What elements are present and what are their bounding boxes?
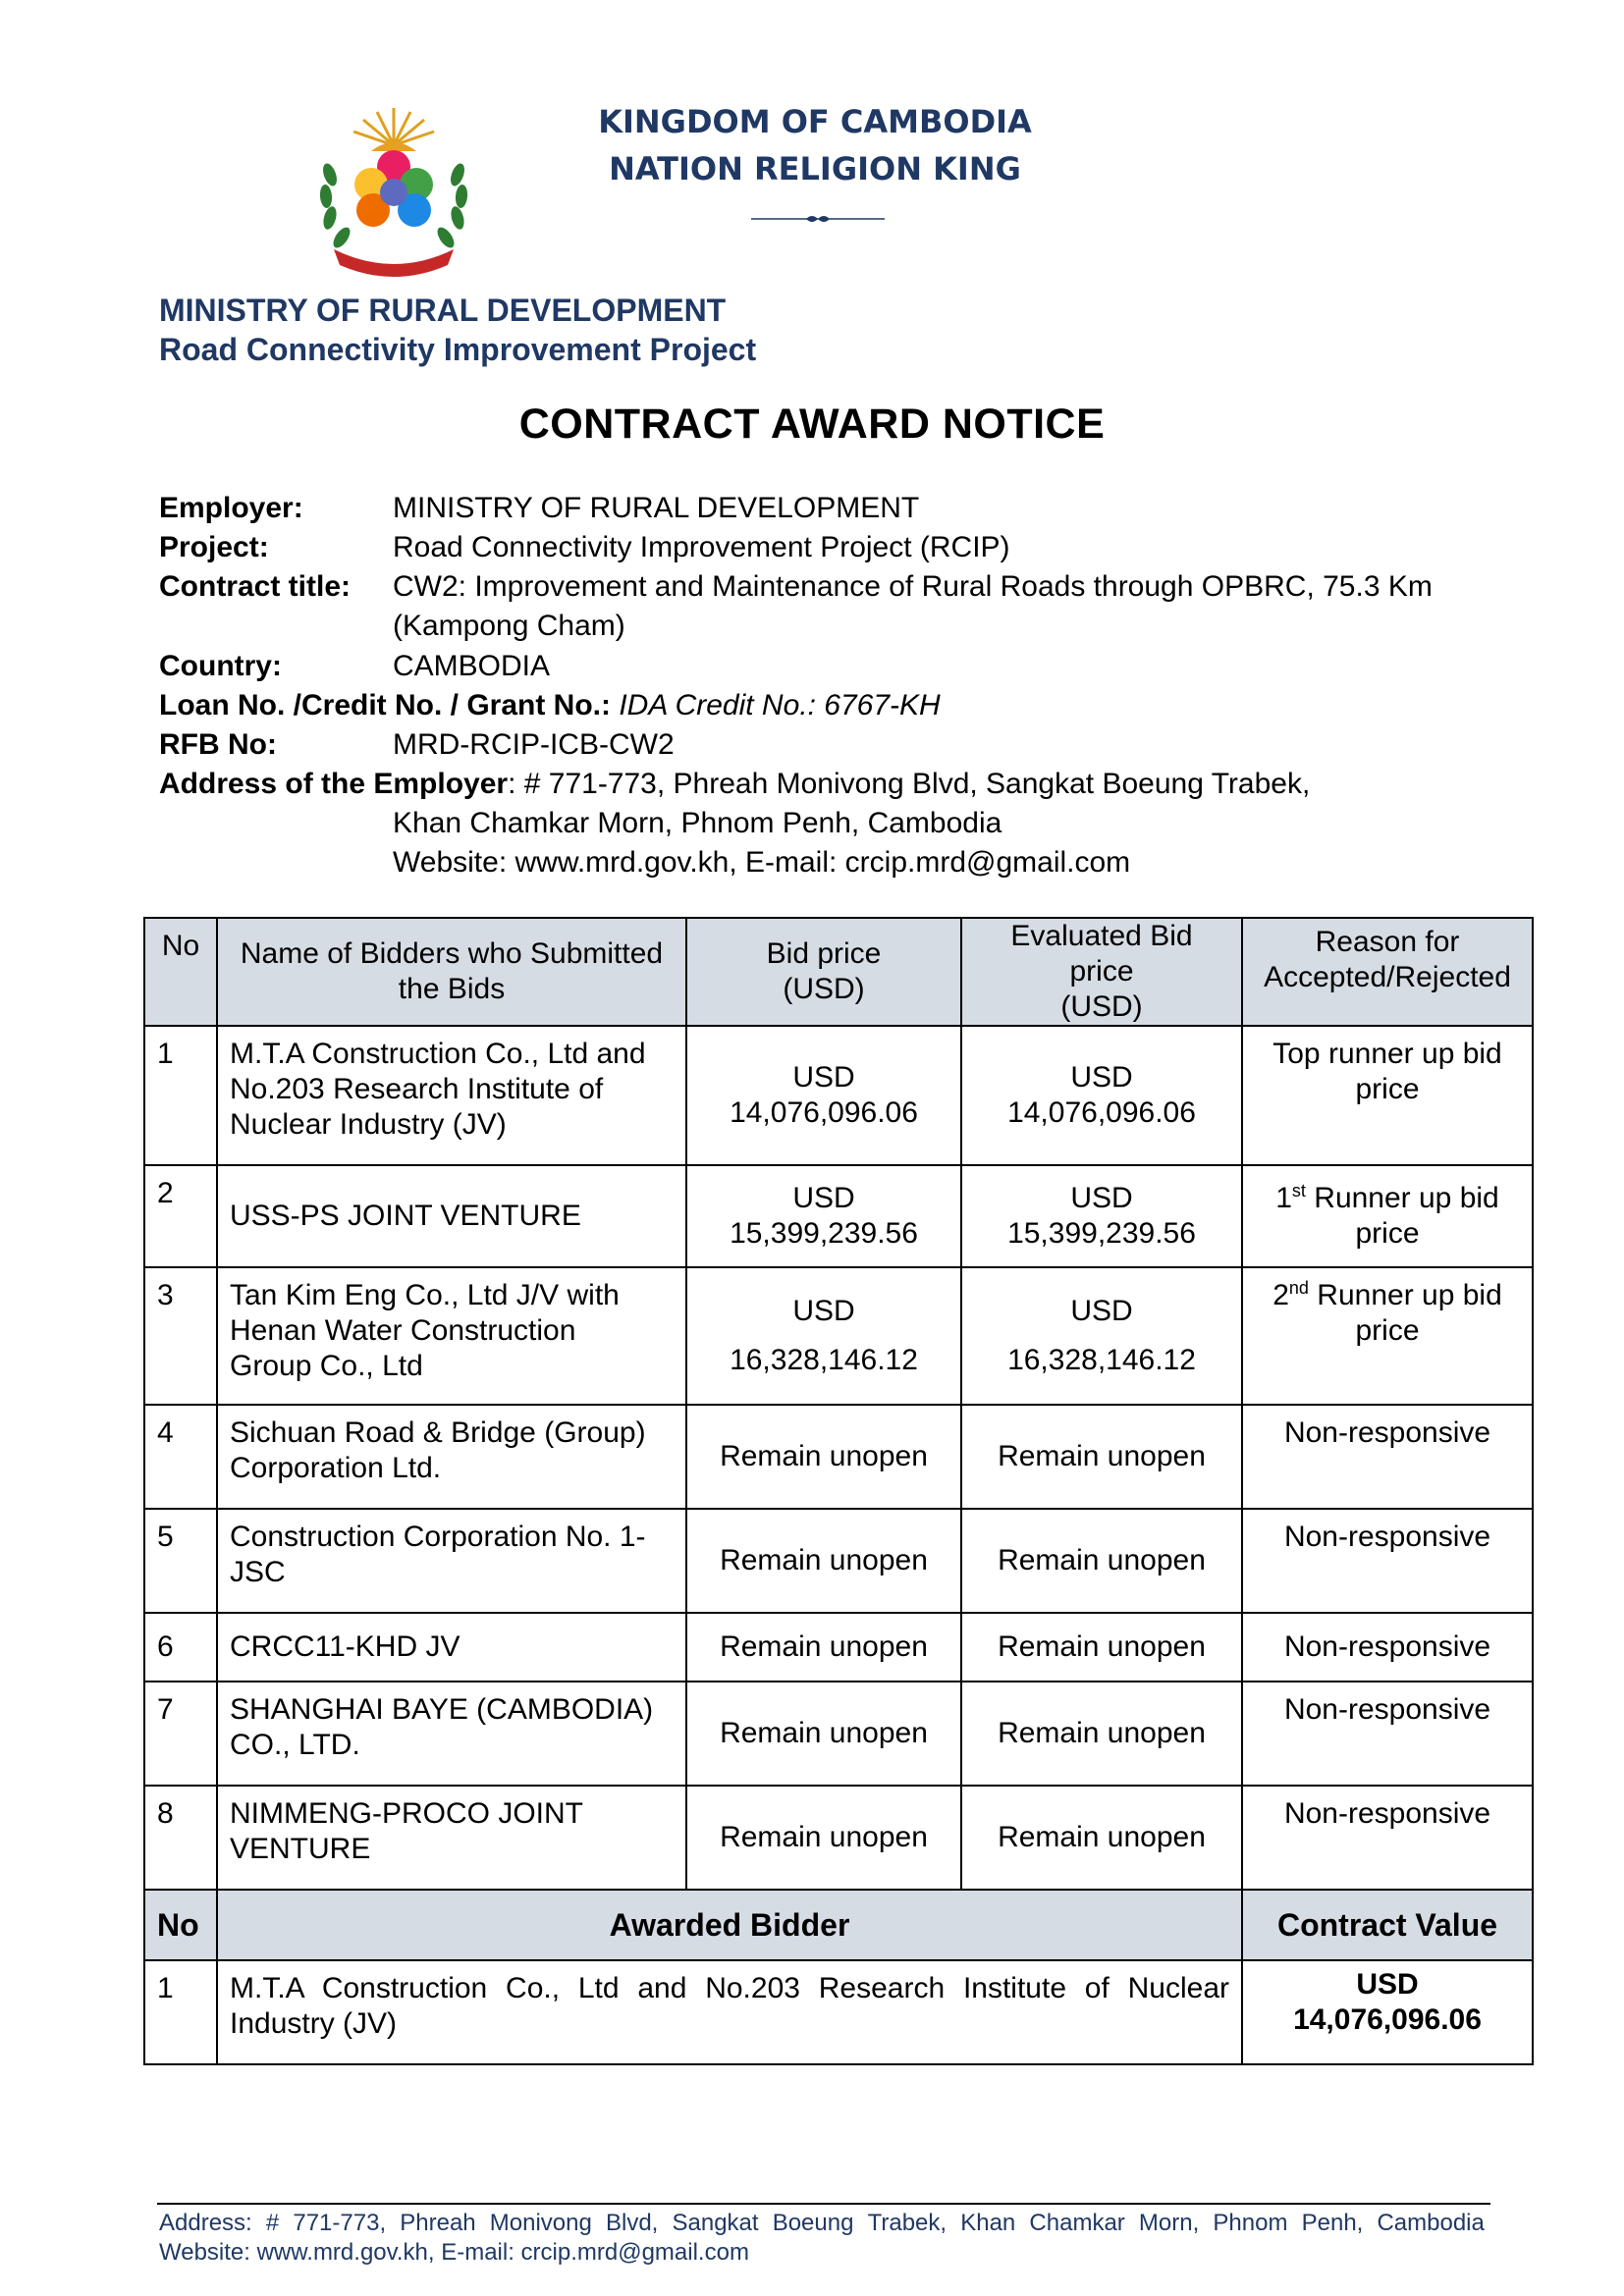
bidder-name [217, 1026, 686, 1165]
amount: 15,399,239.56 [730, 1217, 918, 1250]
bidder-name-line: SHANGHAI BAYE (CAMBODIA) [230, 1693, 654, 1726]
loan-value: IDA Credit No.: 6767-KH [619, 689, 941, 721]
contract-label: Contract title: [159, 570, 351, 603]
project-value: Road Connectivity Improvement Project (RCIP) [393, 531, 1010, 563]
reason-text: Runner up bid [1308, 1279, 1502, 1311]
award-header-row [144, 1890, 1533, 1960]
address-word: Khan [960, 2210, 1016, 2236]
project-name: Road Connectivity Improvement Project [159, 332, 757, 367]
amount: 14,076,096.06 [1293, 2003, 1482, 2036]
reason: Non-responsive [1242, 1613, 1533, 1682]
row-no: 5 [144, 1509, 217, 1613]
header-bidder-name [217, 918, 686, 1026]
currency: USD [792, 1061, 855, 1094]
bids-table [143, 917, 1534, 2065]
address-word: Phnom [1213, 2210, 1288, 2236]
evaluated-price [961, 1267, 1242, 1405]
awarded-bidder [217, 1960, 1242, 2064]
bidder-name-line: Sichuan Road & Bridge (Group) [230, 1416, 646, 1449]
bidder-name-line: Group Co., Ltd [230, 1350, 423, 1382]
bidder-name-line: Corporation Ltd. [230, 1452, 442, 1484]
amount: 14,076,096.06 [1007, 1096, 1196, 1129]
address-word: Trabek, [867, 2210, 947, 2236]
header-text: price [1069, 955, 1134, 988]
bidder-name-line: Henan Water Construction [230, 1314, 576, 1347]
footer [159, 2209, 1485, 2268]
table-row [144, 1026, 1533, 1165]
employer-value: MINISTRY OF RURAL DEVELOPMENT [393, 492, 920, 524]
bidder-name [217, 1267, 686, 1405]
country-row [159, 647, 282, 686]
table-row [144, 1786, 1533, 1890]
address-word: # [265, 2210, 280, 2236]
award-no: 1 [144, 1960, 217, 2064]
amount: 16,328,146.12 [1007, 1344, 1196, 1376]
evaluated-price: Remain unopen [961, 1613, 1242, 1682]
reason-line: price [1355, 1314, 1420, 1347]
kingdom-heading [550, 98, 1080, 192]
bidder-name [217, 1405, 686, 1509]
bid-price: Remain unopen [686, 1786, 961, 1890]
table-header-row [144, 918, 1533, 1026]
header-text: Evaluated Bid [1010, 920, 1193, 952]
bid-price [686, 1026, 961, 1165]
evaluated-price [961, 1165, 1242, 1267]
bid-price: Remain unopen [686, 1613, 961, 1682]
bidder-name [217, 1509, 686, 1613]
address-word: Phreah [400, 2210, 476, 2236]
ministry-block [159, 291, 756, 369]
amount: 15,399,239.56 [1007, 1217, 1196, 1250]
evaluated-price [961, 1026, 1242, 1165]
rank-number: 1 [1275, 1182, 1292, 1214]
header-no: No [144, 918, 217, 1026]
project-label: Project: [159, 531, 269, 563]
website-email-line: Website: www.mrd.gov.kh, E-mail: crcip.mrd@gmail.com [393, 846, 1131, 879]
reason: Non-responsive [1242, 1786, 1533, 1890]
kingdom-line: KINGDOM OF CAMBODIA [598, 103, 1032, 140]
evaluated-price: Remain unopen [961, 1786, 1242, 1890]
evaluated-price: Remain unopen [961, 1405, 1242, 1509]
bidder-name-line: M.T.A Construction Co., Ltd and [230, 1038, 646, 1070]
reason-text: Runner up bid [1305, 1182, 1499, 1214]
evaluated-price: Remain unopen [961, 1509, 1242, 1613]
award-header-no: No [144, 1890, 217, 1960]
header-text: (USD) [783, 973, 865, 1005]
address-word: Sangkat [672, 2210, 759, 2236]
reason: Non-responsive [1242, 1509, 1533, 1613]
table-row [144, 1165, 1533, 1267]
bidder-name [217, 1682, 686, 1786]
table-row [144, 1509, 1533, 1613]
row-no: 8 [144, 1786, 217, 1890]
table-row [144, 1613, 1533, 1682]
awarded-bidder-line: Industry (JV) [230, 2007, 398, 2040]
reason: Non-responsive [1242, 1682, 1533, 1786]
reason-line: price [1355, 1073, 1420, 1105]
bidder-name [217, 1165, 686, 1267]
footer-divider [157, 2203, 1490, 2205]
loan-row [159, 686, 941, 725]
header-bid-price [686, 918, 961, 1026]
rfb-row [159, 725, 277, 765]
currency: USD [792, 1295, 855, 1327]
currency: USD [1070, 1182, 1133, 1214]
address-word: Monivong [489, 2210, 592, 2236]
address-word: Cambodia [1377, 2210, 1485, 2236]
header-evaluated-price [961, 918, 1242, 1026]
reason-line: price [1355, 1217, 1420, 1250]
motto-line: NATION RELIGION KING [609, 150, 1021, 187]
currency: USD [1356, 1968, 1419, 2001]
award-header-value: Contract Value [1242, 1890, 1533, 1960]
bidder-name [217, 1786, 686, 1890]
reason-line [1255, 1278, 1520, 1313]
project-row [159, 528, 269, 567]
header-text: the Bids [398, 973, 506, 1005]
reason [1242, 1267, 1533, 1405]
address-word: Penh, [1301, 2210, 1364, 2236]
address-word: Morn, [1138, 2210, 1200, 2236]
award-header-bidder: Awarded Bidder [217, 1890, 1242, 1960]
reason [1242, 1026, 1533, 1165]
bidder-name-line: CO., LTD. [230, 1729, 360, 1761]
table-row [144, 1405, 1533, 1509]
address-value-line2: Khan Chamkar Morn, Phnom Penh, Cambodia [393, 807, 1002, 839]
contract-value: CW2: Improvement and Maintenance of Rural Roads through OPBRC, 75.3 Km [393, 570, 1433, 603]
row-no: 3 [144, 1267, 217, 1405]
address-word: Blvd, [605, 2210, 659, 2236]
row-no: 7 [144, 1682, 217, 1786]
row-no: 2 [144, 1165, 217, 1267]
bid-price [686, 1267, 961, 1405]
contract-value [1242, 1960, 1533, 2064]
bidder-name-line: JSC [230, 1556, 286, 1588]
loan-label: Loan No. /Credit No. / Grant No.: [159, 689, 611, 721]
row-no: 4 [144, 1405, 217, 1509]
currency: USD [1070, 1061, 1133, 1094]
footer-website: Website: www.mrd.gov.kh, E-mail: crcip.mrd@gmail.com [159, 2239, 749, 2266]
bid-price: Remain unopen [686, 1405, 961, 1509]
rfb-label: RFB No: [159, 728, 277, 761]
divider-ornament [751, 212, 885, 226]
address-word: 771-773, [293, 2210, 387, 2236]
table-row [144, 1682, 1533, 1786]
bidder-name-line: USS-PS JOINT VENTURE [230, 1200, 581, 1232]
ministry-name: MINISTRY OF RURAL DEVELOPMENT [159, 293, 727, 328]
address-word: Address: [159, 2210, 252, 2236]
amount: 14,076,096.06 [730, 1096, 918, 1129]
awarded-bidder-line: M.T.A Construction Co., Ltd and No.203 Research Institute of Nuclear [230, 1972, 1229, 2004]
document-title: CONTRACT AWARD NOTICE [518, 400, 1106, 448]
address-row [159, 765, 1310, 804]
bidder-name-line: NIMMENG-PROCO JOINT [230, 1797, 583, 1830]
address-value: : # 771-773, Phreah Monivong Blvd, Sangkat Boeung Trabek, [508, 768, 1311, 800]
reason: Non-responsive [1242, 1405, 1533, 1509]
bidder-name-line: Tan Kim Eng Co., Ltd J/V with [230, 1279, 620, 1311]
bidder-name: CRCC11-KHD JV [217, 1613, 686, 1682]
evaluated-price: Remain unopen [961, 1682, 1242, 1786]
bidder-name-line: VENTURE [230, 1833, 371, 1865]
rank-number: 2 [1272, 1279, 1289, 1311]
reason [1242, 1165, 1533, 1267]
country-label: Country: [159, 650, 282, 682]
currency: USD [792, 1182, 855, 1214]
contract-value-cont: (Kampong Cham) [393, 610, 625, 642]
reason-line [1255, 1181, 1520, 1216]
rank-suffix: st [1291, 1181, 1306, 1201]
employer-label: Employer: [159, 492, 303, 524]
table-row [144, 1267, 1533, 1405]
header-text: Reason for [1315, 926, 1460, 958]
bid-price: Remain unopen [686, 1509, 961, 1613]
address-label: Address of the Employer [159, 768, 509, 800]
amount: 16,328,146.12 [730, 1344, 918, 1376]
employer-row [159, 489, 303, 528]
bidder-name-line: Nuclear Industry (JV) [230, 1108, 507, 1141]
rank-suffix: nd [1288, 1278, 1309, 1298]
bidder-name-line: Construction Corporation No. 1- [230, 1521, 646, 1553]
address-word: Boeung [772, 2210, 854, 2236]
bid-price: Remain unopen [686, 1682, 961, 1786]
bidder-name-line: No.203 Research Institute of [230, 1073, 604, 1105]
header-text: Name of Bidders who Submitted [240, 937, 664, 970]
header-text: Accepted/Rejected [1264, 961, 1511, 993]
header-text: Bid price [766, 937, 882, 970]
bid-price [686, 1165, 961, 1267]
ministry-emblem-logo [312, 106, 475, 279]
row-no: 1 [144, 1026, 217, 1165]
award-row [144, 1960, 1533, 2064]
contract-row [159, 567, 351, 607]
country-value: CAMBODIA [393, 650, 551, 682]
address-word: Chamkar [1029, 2210, 1125, 2236]
footer-address [159, 2209, 1485, 2238]
row-no: 6 [144, 1613, 217, 1682]
reason-line: Top runner up bid [1272, 1038, 1502, 1070]
header-text: (USD) [1060, 990, 1143, 1023]
header-reason [1242, 918, 1533, 1026]
rfb-value: MRD-RCIP-ICB-CW2 [393, 728, 675, 761]
currency: USD [1070, 1295, 1133, 1327]
